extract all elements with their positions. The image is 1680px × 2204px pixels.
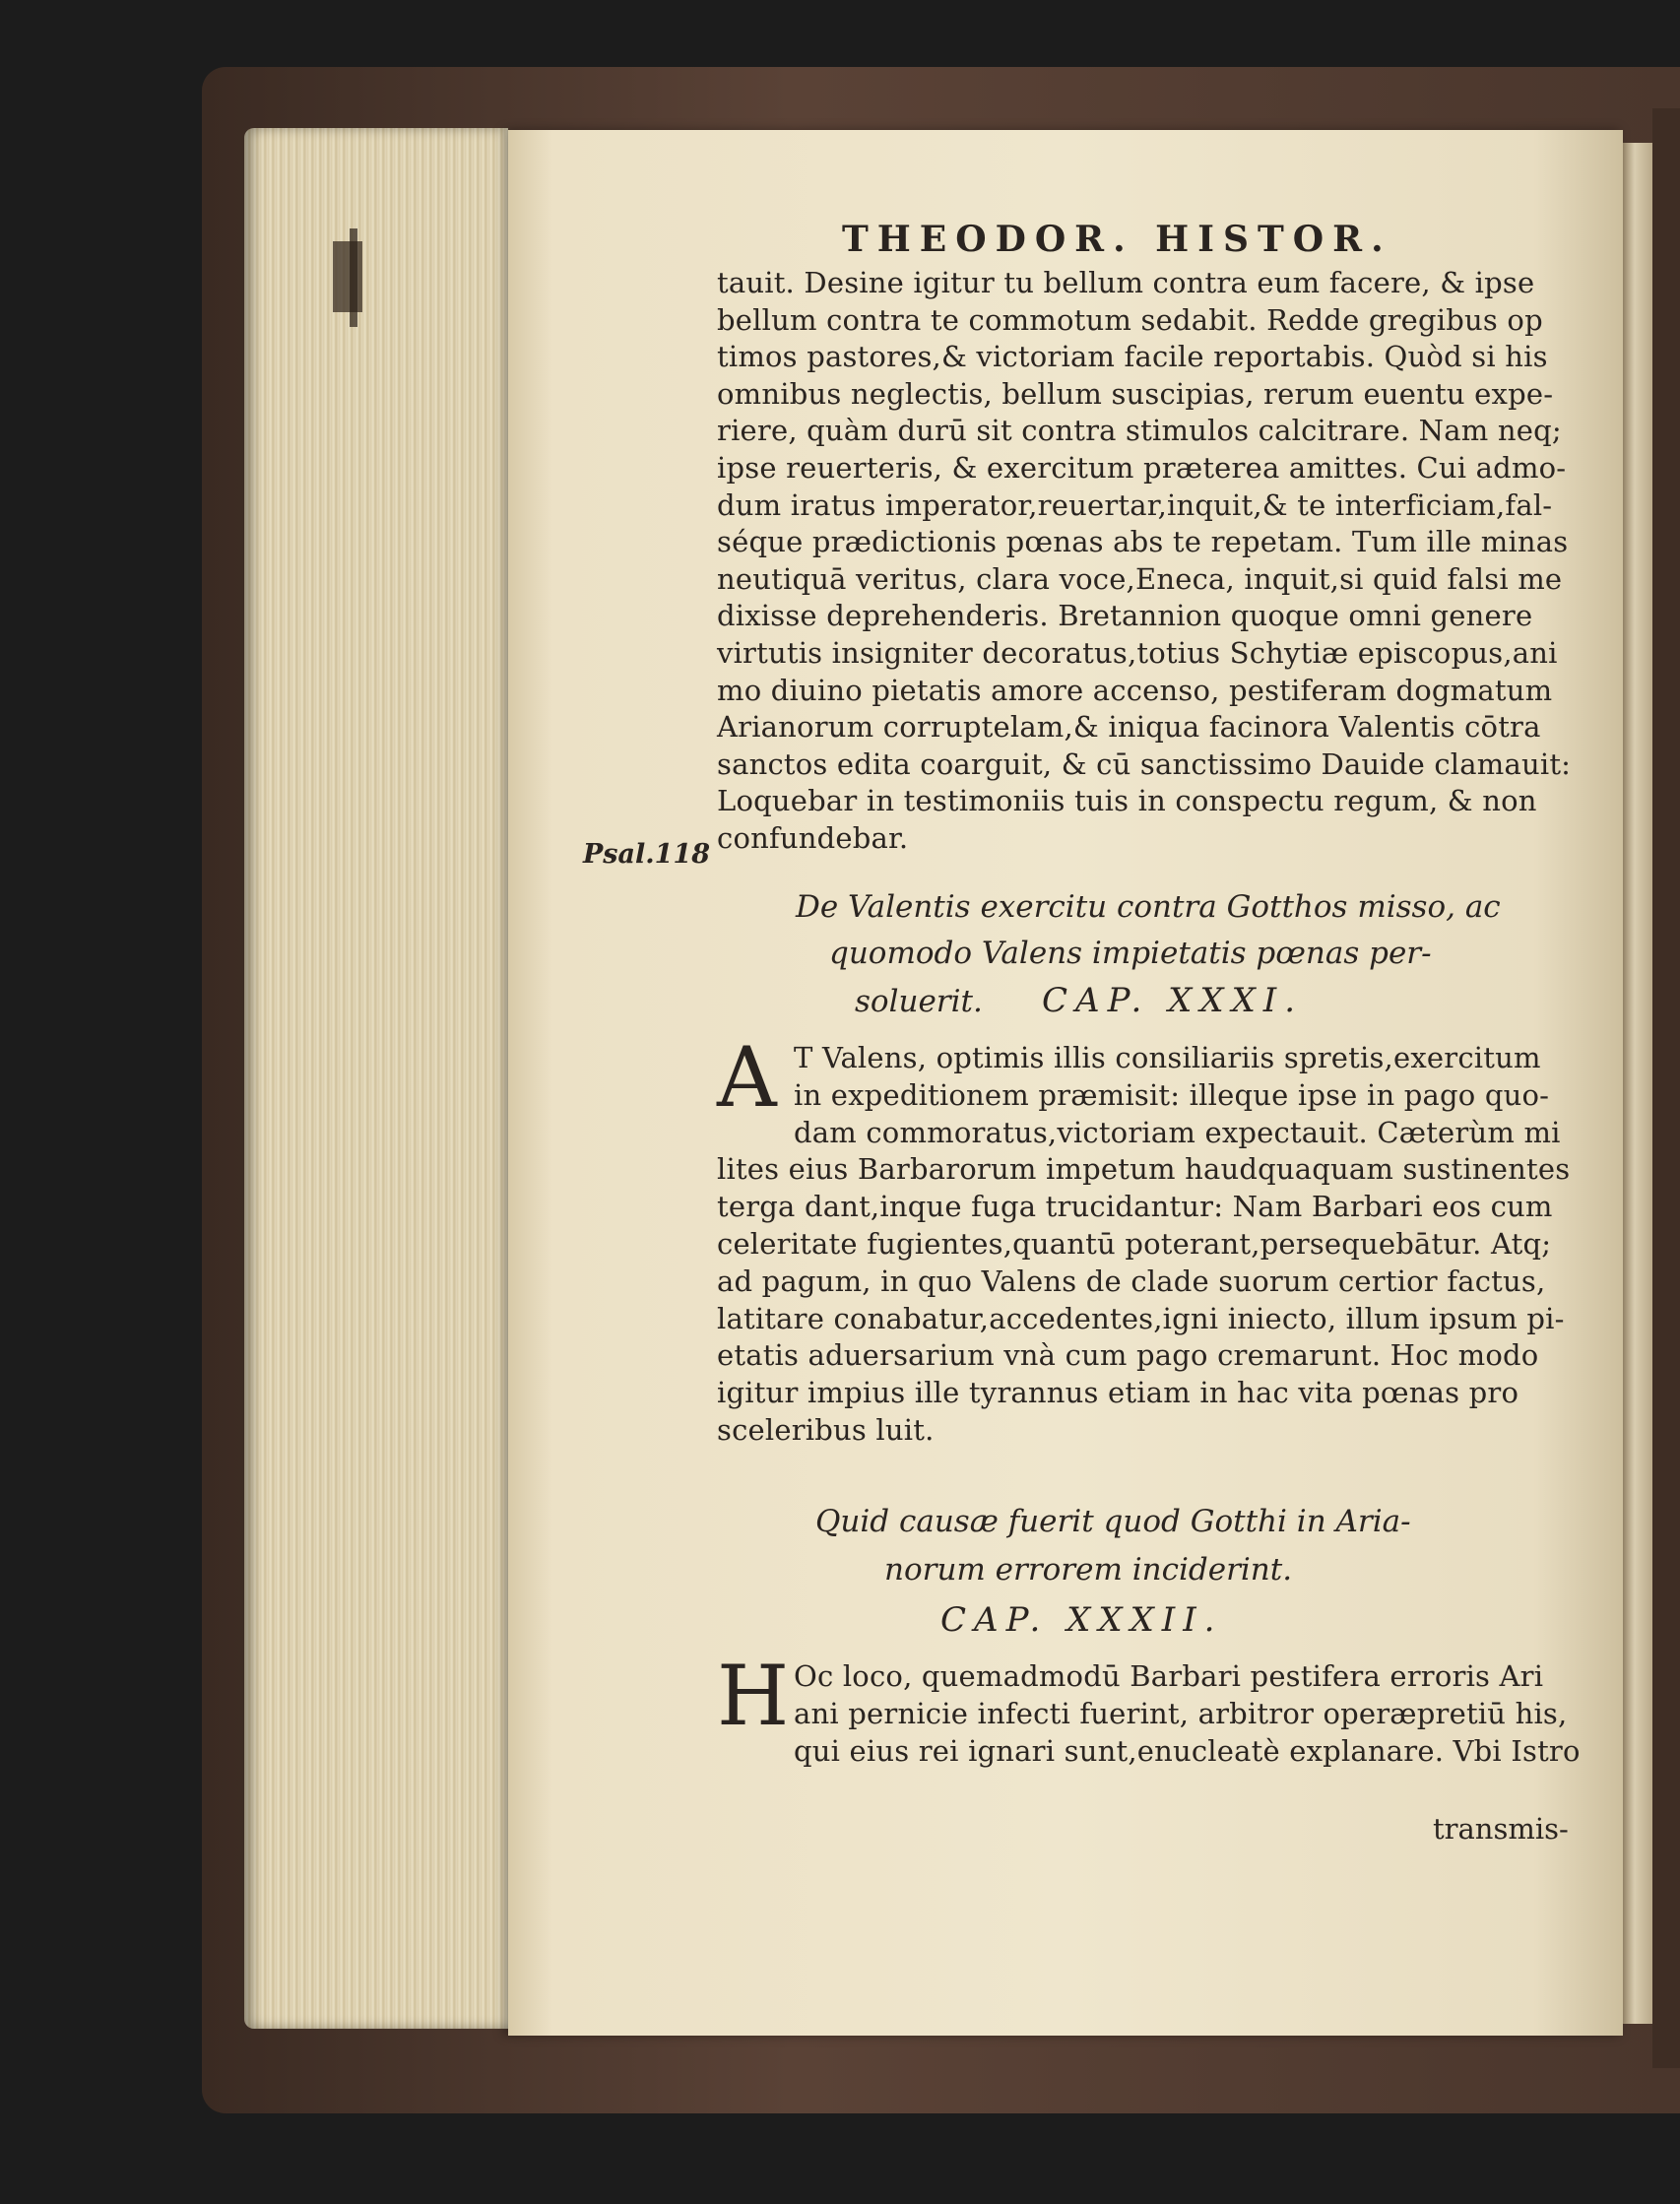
body-line: ipse reuerteris, & exercitum præterea amittes. Cui admo-	[717, 451, 1567, 485]
chapter31-line: celeritate fugientes,quantū poterant,persequebātur. Atq;	[717, 1227, 1552, 1261]
chapter31-number: CAP. XXXI.	[1042, 981, 1304, 1020]
chapter31-title-line-3: soluerit.	[855, 984, 983, 1019]
running-title: THEODOR. HISTOR.	[842, 219, 1392, 260]
body-line: virtutis insigniter decoratus,totius Schytiæ episcopus,ani	[717, 636, 1558, 670]
margin-note: Psal.118	[583, 839, 711, 870]
chapter31-line: terga dant,inque fuga trucidantur: Nam Barbari eos cum	[717, 1190, 1553, 1224]
chapter31-line: lites eius Barbarorum impetum haudquaquam sustinentes	[717, 1152, 1571, 1187]
chapter32-line: ani pernicie infecti fuerint, arbitror operæpretiū his,	[794, 1696, 1568, 1730]
page-edges	[244, 128, 508, 2029]
dropcap-h: H	[717, 1648, 790, 1744]
chapter31-line: sceleribus luit.	[717, 1413, 935, 1447]
chapter32-line: qui eius rei ignari sunt,enucleatè explanare. Vbi Istro	[794, 1733, 1581, 1768]
chapter31-line: igitur impius ille tyrannus etiam in hac vita pœnas pro	[717, 1376, 1519, 1410]
body-line: neutiquā veritus, clara voce,Eneca, inquit,si quid falsi me	[717, 561, 1563, 596]
facing-page-edge	[1623, 143, 1652, 2024]
catchword: transmis-	[1433, 1812, 1569, 1846]
chapter31-title-line-1: De Valentis exercitu contra Gotthos misso, ac	[796, 889, 1501, 925]
binding-stain	[333, 241, 362, 312]
chapter32-number: CAP. XXXII.	[940, 1600, 1223, 1640]
body-line: timos pastores,& victoriam facile reportabis. Quòd si his	[717, 340, 1548, 374]
body-line: Arianorum corruptelam,& iniqua facinora Valentis cōtra	[717, 710, 1541, 745]
body-line: sanctos edita coarguit, & cū sanctissimo Dauide clamauit:	[717, 746, 1572, 781]
body-line: séque prædictionis pœnas abs te repetam. Tum ille minas	[717, 525, 1569, 559]
body-line: riere, quàm durū sit contra stimulos calcitrare. Nam neq;	[717, 414, 1562, 448]
body-line: bellum contra te commotum sedabit. Redde gregibus op	[717, 302, 1543, 337]
chapter31-line: T Valens, optimis illis consiliariis spretis,exercitum	[794, 1041, 1541, 1074]
chapter32-line: Oc loco, quemadmodū Barbari pestifera erroris Ari	[794, 1659, 1544, 1693]
body-line: dixisse deprehenderis. Bretannion quoque omni genere	[717, 599, 1533, 633]
book-cover-right	[1652, 108, 1680, 2068]
body-line: tauit. Desine igitur tu bellum contra eum facere, & ipse	[717, 266, 1535, 299]
chapter32-title-line-2: norum errorem inciderint.	[884, 1552, 1293, 1588]
body-line: Loquebar in testimoniis tuis in conspectu regum, & non	[717, 784, 1537, 818]
dropcap-a: A	[717, 1029, 777, 1126]
body-line: mo diuino pietatis amore accenso, pestiferam dogmatum	[717, 673, 1553, 707]
body-line: omnibus neglectis, bellum suscipias, rerum euentu expe-	[717, 376, 1554, 411]
chapter31-line: in expeditionem præmisit: illeque ipse in pago quo-	[794, 1077, 1550, 1112]
chapter31-line: dam commoratus,victoriam expectauit. Cæterùm mi	[794, 1115, 1561, 1149]
body-line: dum iratus imperator,reuertar,inquit,& te interficiam,fal-	[717, 487, 1553, 522]
chapter31-line: etatis aduersarium vnà cum pago cremarunt. Hoc modo	[717, 1338, 1539, 1373]
chapter31-title-line-2: quomodo Valens impietatis pœnas per-	[829, 936, 1432, 971]
body-line: confundebar.	[717, 821, 909, 855]
chapter31-line: ad pagum, in quo Valens de clade suorum certior factus,	[717, 1264, 1546, 1298]
binding-stain-line	[350, 228, 357, 327]
chapter32-title-line-1: Quid causæ fuerit quod Gotthi in Aria-	[815, 1504, 1411, 1539]
chapter31-line: latitare conabatur,accedentes,igni iniecto, illum ipsum pi-	[717, 1301, 1565, 1335]
